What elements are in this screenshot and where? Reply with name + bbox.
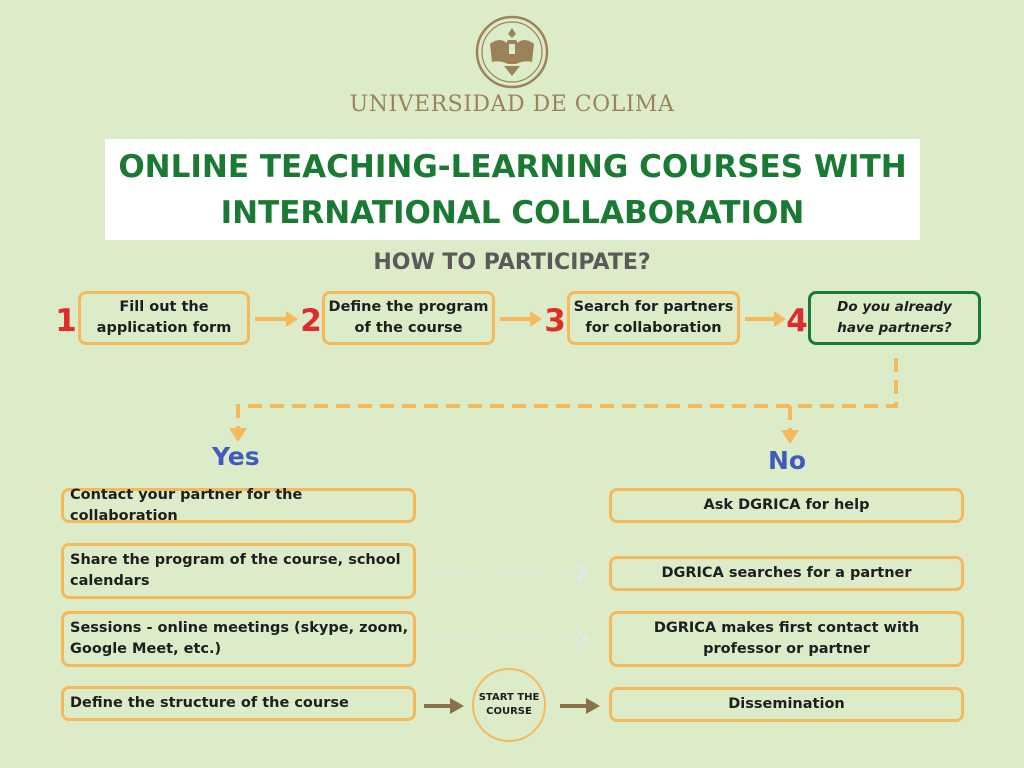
step-1-box — [78, 291, 250, 345]
start-line-1: START THE — [478, 692, 540, 703]
no-item-3 — [609, 611, 964, 667]
start-line-2: COURSE — [486, 706, 532, 717]
step-4-box — [808, 291, 981, 345]
arrowhead-from-start — [586, 698, 600, 714]
no-item-1 — [609, 488, 964, 523]
title-line-2: INTERNATIONAL COLLABORATION — [220, 194, 805, 231]
no-item-3-line-2: professor or partner — [703, 641, 870, 657]
no-item-2-text: DGRICA searches for a partner — [661, 565, 912, 581]
yes-item-3-line-1: Sessions - online meetings (skype, zoom, — [70, 620, 409, 636]
dotted-arrowhead-row2 — [578, 566, 586, 580]
yes-item-3-line-2: Google Meet, etc.) — [70, 641, 222, 657]
yes-item-1-text: Contact your partner for the collaboration — [70, 486, 303, 524]
yes-item-4 — [61, 686, 416, 721]
subtitle: HOW TO PARTICIPATE? — [373, 250, 651, 275]
step-3-line-1: Search for partners — [573, 299, 734, 315]
step-3-line-2: for collaboration — [585, 320, 722, 336]
arrowhead-no — [781, 430, 799, 444]
step-2-line-2: of the course — [354, 320, 463, 336]
dashed-connector-yes — [238, 358, 896, 428]
no-label: No — [768, 446, 807, 475]
no-item-2 — [609, 556, 964, 591]
step-number-3: 3 — [544, 303, 566, 339]
yes-item-4-text: Define the structure of the course — [70, 695, 349, 711]
yes-item-2 — [61, 543, 416, 599]
step-4-line-1: Do you already — [837, 299, 952, 315]
no-item-4-text: Dissemination — [728, 696, 845, 712]
no-item-4 — [609, 687, 964, 722]
no-item-3-line-1: DGRICA makes first contact with — [653, 620, 920, 636]
yes-label: Yes — [212, 442, 260, 471]
yes-item-2-line-2: calendars — [70, 573, 150, 589]
title-line-1: ONLINE TEACHING-LEARNING COURSES WITH — [118, 148, 907, 185]
step-4-line-2: have partners? — [837, 320, 952, 336]
yes-item-3 — [61, 611, 416, 667]
arrowhead-to-start — [450, 698, 464, 714]
step-number-4: 4 — [786, 303, 808, 339]
step-1-line-1: Fill out the — [119, 299, 209, 315]
start-course-node — [472, 668, 546, 742]
yes-item-1 — [61, 488, 416, 523]
university-name: UNIVERSIDAD DE COLIMA — [349, 92, 675, 117]
step-1-line-2: application form — [96, 320, 232, 336]
no-item-1-text: Ask DGRICA for help — [703, 497, 870, 513]
dotted-arrowhead-row3 — [578, 632, 586, 646]
step-number-2: 2 — [300, 303, 322, 339]
step-number-1: 1 — [55, 303, 77, 339]
yes-item-2-line-1: Share the program of the course, school — [70, 552, 401, 568]
arrowhead-yes — [229, 428, 247, 442]
step-2-line-1: Define the program — [328, 299, 489, 315]
step-2-box — [322, 291, 495, 345]
step-3-box — [567, 291, 740, 345]
